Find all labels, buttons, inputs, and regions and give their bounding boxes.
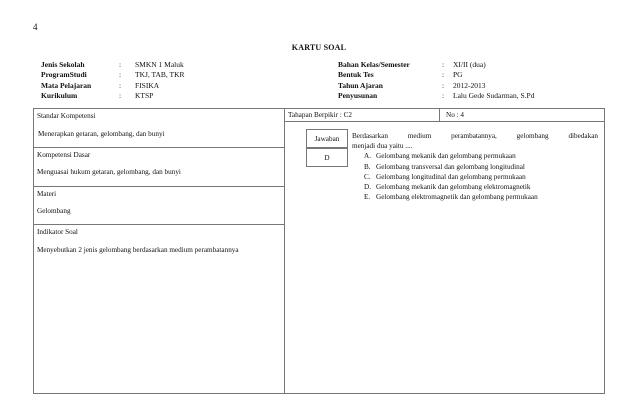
header-row-kurikulum (41, 91, 185, 101)
header-right (338, 60, 534, 101)
standar-kompetensi-value: Menerapkan getaran, gelombang, dan bunyi (38, 130, 165, 138)
option-text: Gelombang elektromagnetik dan gelombang permukaan (376, 193, 538, 202)
jawaban-value: D (324, 153, 330, 162)
jawaban-label-box (306, 129, 348, 148)
header-value: SMKN 1 Maluk (135, 60, 184, 69)
jawaban-value-box (306, 148, 348, 167)
divider (33, 147, 284, 148)
indikator-soal-label: Indikator Soal (37, 228, 78, 236)
option-a (352, 151, 598, 161)
indikator-soal-value: Menyebutkan 2 jenis gelombang berdasarkan medium perambatannya (37, 246, 239, 254)
option-b (352, 162, 598, 172)
header-sep: : (119, 80, 122, 90)
page-title: KARTU SOAL (291, 43, 347, 52)
header-cell-divider (439, 108, 440, 121)
panel-divider (284, 108, 285, 394)
header-sep: : (442, 70, 445, 80)
question-stem-line1: Berdasarkan medium perambatannya, gelombang dibedakan (352, 132, 598, 140)
header-sep: : (442, 60, 445, 69)
materi-value: Gelombang (37, 207, 71, 215)
header-value: XI/II (dua) (453, 60, 486, 69)
header-label: Mata Pelajaran (41, 80, 92, 90)
header-row-mata-pelajaran (41, 81, 185, 91)
divider (33, 186, 284, 187)
kompetensi-dasar-label: Kompetensi Dasar (37, 151, 91, 159)
divider (284, 121, 605, 122)
option-key: D. (364, 183, 371, 192)
header-left (41, 60, 185, 101)
option-key: A. (364, 152, 371, 161)
header-row-jenis-sekolah (41, 60, 185, 70)
nomor-soal: No : 4 (446, 111, 464, 119)
option-key: E. (364, 193, 371, 202)
header-value: KTSP (135, 90, 154, 100)
page-number: 4 (33, 22, 38, 32)
kompetensi-dasar-value: Menguasai hukum getaran, gelombang, dan bunyi (37, 168, 181, 176)
header-value: Lalu Gede Sudarman, S.Pd (453, 90, 535, 100)
header-sep: : (442, 90, 445, 100)
header-label: Penyusunan (338, 90, 378, 100)
option-e (352, 192, 598, 202)
header-label: Jenis Sekolah (41, 60, 85, 69)
header-sep: : (119, 60, 122, 69)
materi-label: Materi (37, 190, 57, 198)
option-text: Gelombang mekanik dan gelombang elektromagnetik (376, 183, 531, 192)
header-row-bahan-kelas (338, 60, 534, 70)
option-key: C. (364, 172, 371, 181)
header-sep: : (119, 90, 122, 100)
header-sep: : (119, 70, 122, 80)
header-row-tahun-ajaran (338, 81, 534, 91)
question-stem-line2: menjadi dua yaitu .... (352, 142, 413, 151)
header-value: FISIKA (135, 80, 160, 90)
option-text: Gelombang longitudinal dan gelombang permukaan (376, 172, 526, 181)
header-label: Bahan Kelas/Semester (338, 60, 410, 69)
header-sep: : (442, 80, 445, 90)
header-label: Tahun Ajaran (338, 80, 383, 90)
option-d (352, 182, 598, 192)
header-value: TKJ, TAB, TKR (135, 70, 185, 80)
header-row-program-studi (41, 70, 185, 80)
jawaban-label: Jawaban (314, 134, 340, 143)
option-c (352, 172, 598, 182)
header-label: Bentuk Tes (338, 70, 374, 80)
header-row-penyusunan (338, 91, 534, 101)
header-label: Kurikulum (41, 90, 78, 100)
option-text: Gelombang transversal dan gelombang longitudinal (376, 162, 525, 171)
option-text: Gelombang mekanik dan gelombang permukaan (376, 152, 516, 161)
tahapan-berpikir: Tahapan Berpikir : C2 (288, 111, 352, 119)
header-value: PG (453, 70, 463, 80)
header-label: ProgramStudi (41, 70, 87, 80)
header-row-bentuk-tes (338, 70, 534, 80)
header-value: 2012-2013 (453, 80, 486, 90)
standar-kompetensi-label: Standar Kompetensi (37, 112, 96, 120)
divider (33, 224, 284, 225)
question (352, 131, 598, 202)
option-key: B. (364, 162, 371, 171)
